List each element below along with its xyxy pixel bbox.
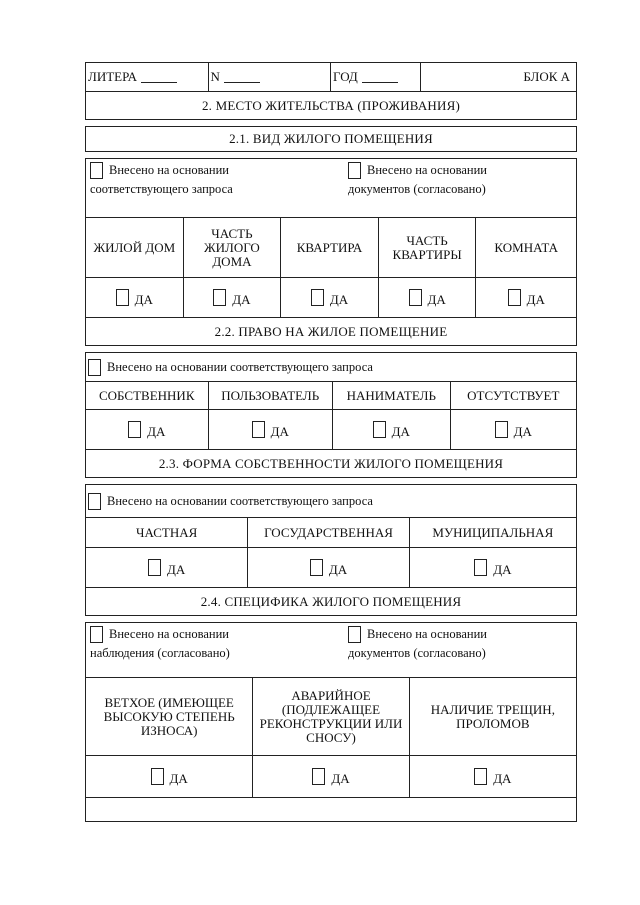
- s22-cols-row: [85, 382, 577, 410]
- s22-yes-1[interactable]: [86, 410, 209, 449]
- s24-yes-2-label: ДА: [331, 770, 350, 786]
- s24-col-1: ВЕТХОЕ (ИМЕЮЩЕЕ ВЫСОКУЮ СТЕПЕНЬ ИЗНОСА): [86, 678, 253, 755]
- s21-note-right: [318, 159, 576, 217]
- s23-col-3: МУНИЦИПАЛЬНАЯ: [432, 524, 554, 540]
- s22-yes-4-label: ДА: [513, 423, 532, 439]
- empty-footer-cell: [86, 798, 576, 821]
- s23-yes-1-checkbox[interactable]: [148, 559, 161, 576]
- s23-yes-row: [85, 548, 577, 588]
- s24-yes-3-label: ДА: [493, 770, 512, 786]
- s24-yes-1-label: ДА: [169, 770, 188, 786]
- s23-cols-row: [85, 518, 577, 548]
- s24-note-right-checkbox[interactable]: [348, 626, 361, 643]
- s24-note-left-text2: наблюдения (согласовано): [90, 646, 230, 660]
- section2-row: [85, 92, 577, 120]
- s24-title: 2.4. СПЕЦИФИКА ЖИЛОГО ПОМЕЩЕНИЯ: [200, 593, 462, 609]
- s22-yes-2-checkbox[interactable]: [252, 421, 265, 438]
- s23-title: 2.3. ФОРМА СОБСТВЕННОСТИ ЖИЛОГО ПОМЕЩЕНИЯ: [158, 455, 504, 471]
- s21-yes-3-checkbox[interactable]: [311, 289, 324, 306]
- s24-note-right-text2: документов (согласовано): [348, 646, 486, 660]
- s21-col-4: ЧАСТЬ КВАРТИРЫ: [379, 218, 477, 277]
- s22-title: 2.2. ПРАВО НА ЖИЛОЕ ПОМЕЩЕНИЕ: [214, 323, 448, 339]
- s24-yes-3[interactable]: [410, 756, 576, 797]
- s21-yes-row: [85, 278, 577, 318]
- s24-title-row: [85, 588, 577, 616]
- s24-yes-row: [85, 756, 577, 798]
- s23-note-row: [85, 484, 577, 518]
- s23-note: [86, 485, 576, 517]
- s22-col-2: ПОЛЬЗОВАТЕЛЬ: [209, 382, 334, 409]
- s22-yes-1-label: ДА: [147, 423, 166, 439]
- s24-col-3: НАЛИЧИЕ ТРЕЩИН, ПРОЛОМОВ: [430, 701, 555, 731]
- s22-col-1: СОБСТВЕННИК: [86, 382, 209, 409]
- s21-col-3: КВАРТИРА: [281, 218, 379, 277]
- s21-yes-4-label: ДА: [427, 291, 446, 307]
- s21-notes-row: [85, 158, 577, 218]
- s22-yes-3[interactable]: [333, 410, 451, 449]
- s21-cols-row: [85, 218, 577, 278]
- s24-note-left-checkbox[interactable]: [90, 626, 103, 643]
- s21-yes-2-label: ДА: [232, 291, 251, 307]
- s22-yes-3-checkbox[interactable]: [373, 421, 386, 438]
- s23-note-checkbox[interactable]: [88, 493, 101, 510]
- s22-yes-4-checkbox[interactable]: [495, 421, 508, 438]
- s22-note-checkbox[interactable]: [88, 359, 101, 376]
- s21-note-left: [86, 159, 318, 217]
- section2-title: 2. МЕСТО ЖИТЕЛЬСТВА (ПРОЖИВАНИЯ): [201, 97, 460, 113]
- s24-note-right: [318, 623, 576, 677]
- year-field[interactable]: [331, 63, 421, 91]
- s21-yes-3-label: ДА: [329, 291, 349, 307]
- s22-yes-2-label: ДА: [270, 423, 289, 439]
- year-label: ГОД: [333, 69, 358, 84]
- litera-label: ЛИТЕРА: [88, 69, 138, 84]
- s22-yes-3-label: ДА: [391, 423, 410, 439]
- number-field[interactable]: [209, 63, 332, 91]
- s21-yes-2-checkbox[interactable]: [213, 289, 226, 306]
- s21-col-2: ЧАСТЬ ЖИЛОГО ДОМА: [184, 218, 282, 277]
- s24-note-right-text1: Внесено на основании: [367, 627, 487, 641]
- s23-col-1: ЧАСТНАЯ: [86, 518, 248, 547]
- s24-yes-1-checkbox[interactable]: [151, 768, 164, 785]
- s21-note-left-text1: Внесено на основании: [109, 163, 229, 177]
- s23-yes-2-checkbox[interactable]: [310, 559, 323, 576]
- s21-col-5: КОМНАТА: [494, 239, 559, 255]
- s23-yes-3-label: ДА: [493, 561, 512, 577]
- s24-note-left-text1: Внесено на основании: [109, 627, 229, 641]
- s21-note-right-text2: документов (согласовано): [348, 182, 486, 196]
- s24-col-2: АВАРИЙНОЕ (ПОДЛЕЖАЩЕЕ РЕКОНСТРУКЦИИ ИЛИ СНОСУ): [253, 678, 409, 755]
- s23-title-row: [85, 450, 577, 478]
- empty-footer-row: [85, 798, 577, 822]
- s22-note-text: Внесено на основании соответствующего запроса: [107, 359, 373, 374]
- s23-yes-3[interactable]: [410, 548, 576, 587]
- s24-yes-2-checkbox[interactable]: [312, 768, 325, 785]
- s22-yes-4[interactable]: [451, 410, 576, 449]
- s24-note-left: [86, 623, 318, 677]
- s24-yes-3-checkbox[interactable]: [474, 768, 487, 785]
- litera-field[interactable]: [86, 63, 209, 91]
- s21-note-left-checkbox[interactable]: [90, 162, 103, 179]
- s24-yes-2[interactable]: [253, 756, 409, 797]
- s22-col-4: ОТСУТСТВУЕТ: [467, 387, 560, 403]
- s21-yes-5-label: ДА: [526, 291, 545, 307]
- s22-title-row: [85, 318, 577, 346]
- s22-yes-1-checkbox[interactable]: [128, 421, 141, 438]
- block-label: БЛОК А: [523, 69, 571, 84]
- s24-notes-row: [85, 622, 577, 678]
- s21-title-row: [85, 126, 577, 152]
- s21-yes-1[interactable]: [86, 278, 184, 317]
- s23-yes-2[interactable]: [248, 548, 409, 587]
- s21-note-right-checkbox[interactable]: [348, 162, 361, 179]
- number-label: N: [210, 69, 220, 84]
- s23-yes-1-label: ДА: [167, 561, 186, 577]
- s21-yes-2[interactable]: [184, 278, 282, 317]
- s21-note-right-text1: Внесено на основании: [367, 163, 487, 177]
- s24-yes-1[interactable]: [86, 756, 253, 797]
- s22-col-3: НАНИМАТЕЛЬ: [333, 382, 451, 409]
- s22-note: [86, 353, 576, 381]
- s24-cols-row: [85, 678, 577, 756]
- s21-yes-5[interactable]: [476, 278, 576, 317]
- s23-yes-3-checkbox[interactable]: [474, 559, 487, 576]
- header-row: [85, 62, 577, 92]
- s21-yes-1-label: ДА: [134, 291, 153, 307]
- s21-yes-1-checkbox[interactable]: [116, 289, 129, 306]
- form-block-a: [85, 62, 577, 822]
- s23-note-text: Внесено на основании соответствующего запроса: [107, 493, 373, 508]
- s23-yes-2-label: ДА: [328, 561, 348, 577]
- s22-yes-2[interactable]: [209, 410, 334, 449]
- s23-col-2: ГОСУДАРСТВЕННАЯ: [248, 518, 409, 547]
- s21-note-left-text2: соответствующего запроса: [90, 182, 233, 196]
- s21-yes-5-checkbox[interactable]: [508, 289, 521, 306]
- s21-yes-4[interactable]: [379, 278, 477, 317]
- s21-yes-4-checkbox[interactable]: [409, 289, 422, 306]
- s21-title: 2.1. ВИД ЖИЛОГО ПОМЕЩЕНИЯ: [229, 131, 433, 146]
- s21-col-1: ЖИЛОЙ ДОМ: [86, 218, 184, 277]
- s22-note-row: [85, 352, 577, 382]
- s23-yes-1[interactable]: [86, 548, 248, 587]
- s22-yes-row: [85, 410, 577, 450]
- s21-yes-3[interactable]: [281, 278, 379, 317]
